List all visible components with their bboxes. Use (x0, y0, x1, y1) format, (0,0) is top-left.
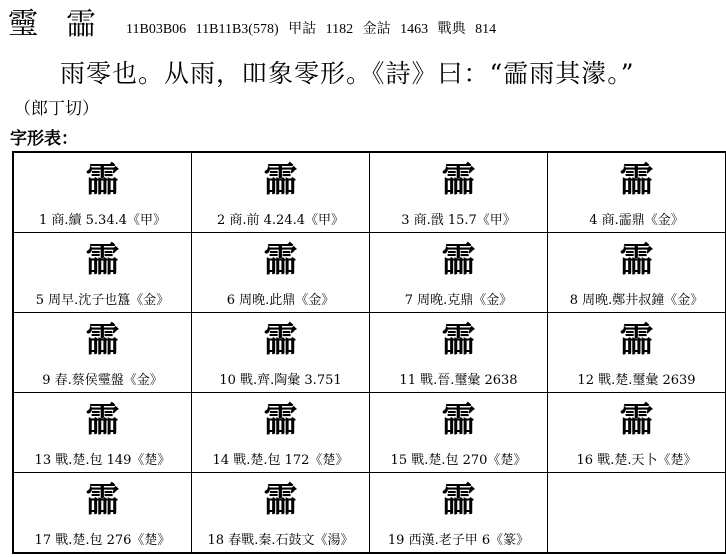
glyph-form-image: 霝 (441, 320, 476, 360)
glyph-source-label: 18 春戰.秦.石鼓文《湯》 (207, 533, 354, 548)
glyph-source-label: 6 周晚.此鼎《金》 (226, 293, 335, 308)
glyph-form-image: 霝 (85, 160, 120, 200)
glyph-source-label: 3 商.戩 15.7《甲》 (401, 213, 516, 228)
definition-text: 雨零也。从雨，吅象零形。《詩》曰：“霝雨其濛。” (60, 59, 635, 88)
glyph-source-label: 4 商.霝鼎《金》 (589, 213, 684, 228)
glyph-cell (192, 233, 370, 313)
glyph-form-image: 霝 (619, 400, 654, 440)
glyph-source-label: 9 春.蔡侯𩆜盤《金》 (42, 373, 163, 388)
table-row (13, 473, 726, 554)
glyph-cell (370, 233, 548, 313)
glyph-source-label: 15 戰.楚.包 270《楚》 (390, 453, 527, 468)
glyph-form-image: 霝 (85, 320, 120, 360)
glyph-form-image: 霝 (619, 160, 654, 200)
glyph-form-image: 霝 (619, 240, 654, 280)
table-row (13, 313, 726, 393)
glyph-form-image: 霝 (619, 320, 654, 360)
glyph-form-image: 霝 (441, 160, 476, 200)
reference-codes: 11B03B06 11B11B3(578) 甲詁 1182 金詁 1463 戰典 814 (126, 22, 497, 37)
glyph-cell (370, 393, 548, 473)
glyph-form-image: 霝 (441, 480, 476, 520)
glyph-source-label: 14 戰.楚.包 172《楚》 (212, 453, 349, 468)
glyph-form-image: 霝 (85, 480, 120, 520)
glyph-cell (192, 393, 370, 473)
glyph-form-image: 霝 (441, 400, 476, 440)
glyph-cell (370, 152, 548, 233)
glyph-cell (13, 233, 192, 313)
glyph-cell (13, 393, 192, 473)
glyph-form-image: 霝 (263, 400, 298, 440)
glyph-source-label: 11 戰.晉.璽彙 2638 (399, 373, 518, 388)
glyph-cell (548, 152, 726, 233)
glyph-cell (13, 152, 192, 233)
glyph-cell (192, 152, 370, 233)
entry-header (8, 6, 720, 44)
glyph-form-image: 霝 (85, 400, 120, 440)
glyph-source-label: 8 周晚.鄭井叔鐘《金》 (569, 293, 704, 308)
glyph-source-label: 13 戰.楚.包 149《楚》 (34, 453, 171, 468)
glyph-cell (548, 313, 726, 393)
glyph-cell (370, 313, 548, 393)
glyph-source-label (548, 550, 725, 552)
glyph-table-heading: 字形表： (10, 129, 78, 149)
glyph-form-image: 霝 (263, 480, 298, 520)
glyph-form-image: 霝 (263, 160, 298, 200)
glyph-form-image: 霝 (441, 240, 476, 280)
table-row (13, 152, 726, 233)
pronunciation-note: （郎丁切） (14, 99, 99, 119)
glyph-source-label: 1 商.續 5.34.4《甲》 (38, 213, 167, 228)
glyph-cell (370, 473, 548, 554)
glyph-source-label: 2 商.前 4.24.4《甲》 (216, 213, 345, 228)
head-character-variant: 𩆜 (8, 7, 38, 42)
glyph-cell (13, 313, 192, 393)
glyph-cell (192, 313, 370, 393)
glyph-source-label: 12 戰.楚.璽彙 2639 (577, 373, 696, 388)
glyph-cell-empty (548, 473, 726, 554)
glyph-source-label: 17 戰.楚.包 276《楚》 (34, 533, 171, 548)
glyph-source-label: 10 戰.齊.陶彙 3.751 (219, 373, 342, 388)
glyph-source-label: 5 周早.沈子也簋《金》 (35, 293, 170, 308)
glyph-form-table (12, 151, 726, 554)
glyph-form-image: 霝 (263, 320, 298, 360)
glyph-source-label: 16 戰.楚.天卜《楚》 (576, 453, 697, 468)
glyph-source-label: 19 西漢.老子甲 6《篆》 (387, 533, 530, 548)
table-row (13, 233, 726, 313)
glyph-cell (548, 233, 726, 313)
glyph-cell (548, 393, 726, 473)
glyph-form-image: 霝 (85, 240, 120, 280)
table-row (13, 393, 726, 473)
glyph-cell (192, 473, 370, 554)
glyph-form-image: 霝 (263, 240, 298, 280)
glyph-form-image (548, 494, 725, 550)
glyph-cell (13, 473, 192, 554)
head-character: 霝 (66, 7, 96, 42)
glyph-source-label: 7 周晚.克鼎《金》 (404, 293, 513, 308)
